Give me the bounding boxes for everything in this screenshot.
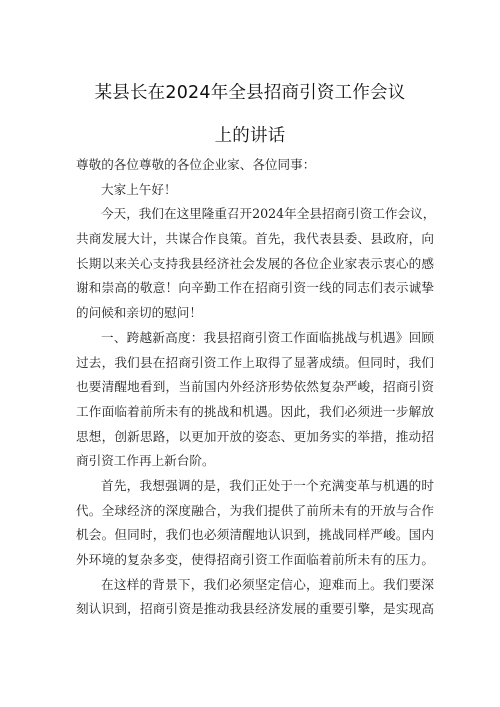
body-line: 刻认识到，招商引资是推动我县经济发展的重要引擎，是实现高 xyxy=(76,601,434,617)
document-title-line-1: 某县长在2024年全县招商引资工作会议 xyxy=(94,83,406,103)
body-line: 长期以来关心支持我县经济社会发展的各位企业家表示衷心的感 xyxy=(76,255,434,271)
body-line: 今天，我们在这里隆重召开2024年全县招商引资工作会议， xyxy=(101,206,436,222)
body-line: 也要清醒地看到，当前国内外经济形势依然复杂严峻，招商引资 xyxy=(76,379,434,395)
body-line: 在这样的背景下，我们必须坚定信心，迎难而上。我们要深 xyxy=(101,576,434,592)
greeting-line: 大家上午好！ xyxy=(101,181,177,197)
body-line: 外环境的复杂多变，使得招商引资工作面临着前所未有的压力。 xyxy=(76,552,434,567)
body-line: 过去，我们县在招商引资工作上取得了显著成绩。但同时，我们 xyxy=(76,354,434,370)
body-line: 工作面临着前所未有的挑战和机遇。因此，我们必须进一步解放 xyxy=(76,403,434,419)
body-line: 代。全球经济的深度融合，为我们提供了前所未有的开放与合作 xyxy=(76,502,434,518)
body-line: 思想，创新思路，以更加开放的姿态、更加务实的举措，推动招 xyxy=(76,428,434,444)
salutation-line: 尊敬的各位尊敬的各位企业家、各位同事： xyxy=(76,157,316,172)
section-heading-line: 一、跨越新高度：我县招商引资工作面临挑战与机遇》回顾 xyxy=(101,329,434,345)
body-line: 机会。但同时，我们也必须清醒地认识到，挑战同样严峻。国内 xyxy=(76,527,434,543)
body-line: 共商发展大计，共谋合作良策。首先，我代表县委、县政府，向 xyxy=(76,231,434,247)
body-line: 谢和崇高的敬意！向辛勤工作在招商引资一线的同志们表示诚挚 xyxy=(76,280,434,296)
document-title-line-2: 上的讲话 xyxy=(214,126,286,146)
body-line: 的问候和亲切的慰问！ xyxy=(76,305,202,321)
body-line: 商引资工作再上新台阶。 xyxy=(76,453,215,469)
body-line: 首先，我想强调的是，我们正处于一个充满变革与机遇的时 xyxy=(101,477,434,493)
document-body xyxy=(76,153,434,622)
